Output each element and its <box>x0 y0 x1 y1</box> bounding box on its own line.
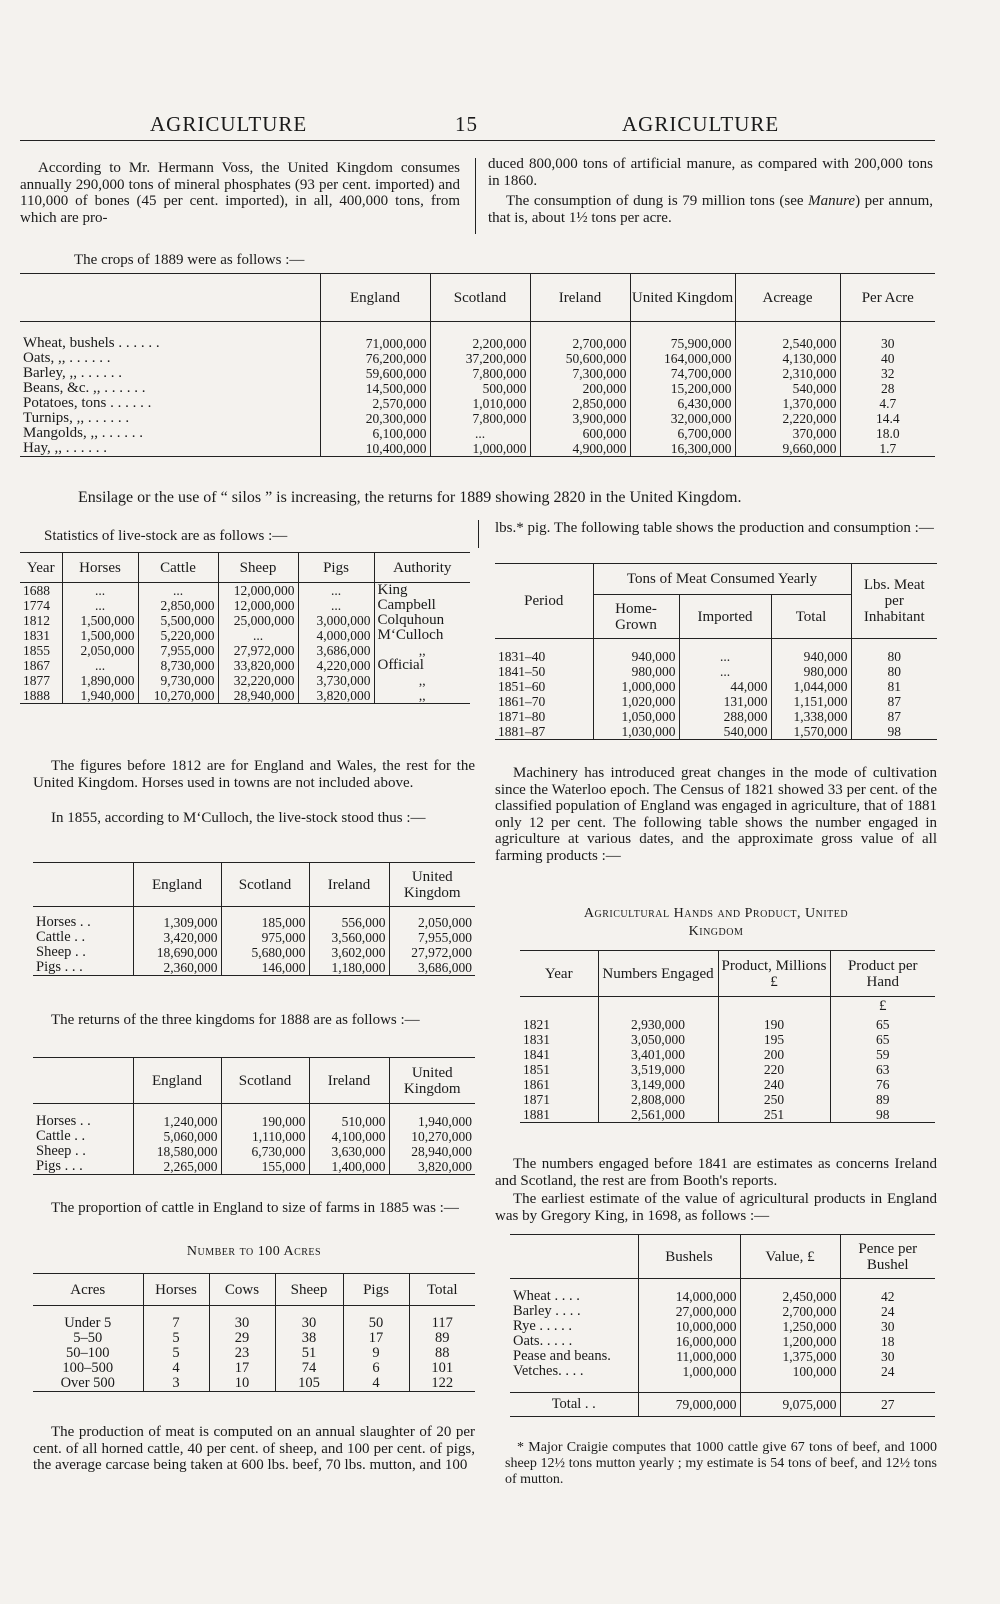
crops-row: Potatoes, tons . . . . . . 2,570,000 1,010,000 2,850,000 6,430,000 1,370,000 4.7 <box>20 396 935 411</box>
figures-note: The figures before 1812 are for England and Wales, the rest for the United Kingdom. Horses used in towns are not included above. <box>33 758 475 791</box>
farms-header-total: Total <box>409 1274 475 1306</box>
livestock-header-authority: Authority <box>374 553 470 583</box>
column-divider <box>475 158 476 234</box>
meat-row: 1851–60 1,000,000 44,000 1,044,000 81 <box>495 679 937 694</box>
mcculloch-intro: In 1855, according to M‘Culloch, the live-stock stood thus :— <box>51 810 426 826</box>
livestock-header-sheep: Sheep <box>218 553 298 583</box>
livestock-row: 1831 1,500,000 5,220,000 ... 4,000,000 M‘Culloch <box>20 628 470 643</box>
crops-header-per-acre: Per Acre <box>840 274 935 322</box>
intro-right-paragraph-1: duced 800,000 tons of artificial manure, as compared with 200,000 tons in 1860. <box>488 156 933 189</box>
stock-1888-row: Horses . . 1,240,000 190,000 510,000 1,940,000 <box>33 1114 475 1129</box>
hands-table <box>520 950 935 1123</box>
crops-row: Turnips, ,, . . . . . . 20,300,000 7,800,000 3,900,000 32,000,000 2,220,000 14.4 <box>20 411 935 426</box>
crops-header-england: England <box>320 274 430 322</box>
hands-header-product: Product, Millions £ <box>718 951 830 997</box>
stock-1855-header-scotland: Scotland <box>221 863 309 907</box>
king-total-row: Total . . 79,000,000 9,075,000 27 <box>510 1393 935 1417</box>
header-rule <box>20 140 935 141</box>
hands-row: 1871 2,808,000 250 89 <box>520 1092 935 1107</box>
returns-intro: The returns of the three kingdoms for 1888 are as follows :— <box>51 1012 420 1028</box>
king-header-value: Value, £ <box>740 1235 840 1279</box>
king-row: Pease and beans. 11,000,000 1,375,000 30 <box>510 1349 935 1364</box>
stock-1888-table <box>33 1057 475 1175</box>
hands-row: 1861 3,149,000 240 76 <box>520 1077 935 1092</box>
stock-1888-header-ireland: Ireland <box>309 1058 389 1104</box>
farms-header-sheep: Sheep <box>275 1274 343 1306</box>
stock-1888-row: Cattle . . 5,060,000 1,110,000 4,100,000 10,270,000 <box>33 1129 475 1144</box>
proportion-intro: The proportion of cattle in England to size of farms in 1885 was :— <box>51 1200 459 1216</box>
king-row: Wheat . . . . 14,000,000 2,450,000 42 <box>510 1289 935 1304</box>
king-header-pence: Pence per Bushel <box>840 1235 935 1279</box>
crops-header-uk: United Kingdom <box>630 274 735 322</box>
stock-1855-row: Horses . . 1,309,000 185,000 556,000 2,050,000 <box>33 915 475 930</box>
meat-header-tons: Tons of Meat Consumed Yearly <box>593 564 851 595</box>
livestock-header-pigs: Pigs <box>298 553 374 583</box>
meat-row: 1871–80 1,050,000 288,000 1,338,000 87 <box>495 709 937 724</box>
farms-row: Under 5 7 30 30 50 117 <box>33 1316 475 1331</box>
crops-header-label <box>20 274 320 322</box>
stock-1888-header-england: England <box>133 1058 221 1104</box>
crops-row: Hay, ,, . . . . . . 10,400,000 1,000,000 4,900,000 16,300,000 9,660,000 1.7 <box>20 441 935 457</box>
farms-row: 5–50 5 29 38 17 89 <box>33 1331 475 1346</box>
stock-1888-row: Sheep . . 18,580,000 6,730,000 3,630,000 28,940,000 <box>33 1144 475 1159</box>
hands-header-year: Year <box>544 965 573 982</box>
king-row: Barley . . . . 27,000,000 2,700,000 24 <box>510 1304 935 1319</box>
farms-row: 50–100 5 23 51 9 88 <box>33 1346 475 1361</box>
king-row: Vetches. . . . 1,000,000 100,000 24 <box>510 1364 935 1379</box>
meat-header-home: Home-Grown <box>593 595 679 639</box>
king-intro: The earliest estimate of the value of agricultural products in England was by Gregory King, in 1698, as follows :— <box>495 1191 937 1224</box>
farms-header-horses: Horses <box>143 1274 209 1306</box>
crops-row: Mangolds, ,, . . . . . . 6,100,000 ... 600,000 6,700,000 370,000 18.0 <box>20 426 935 441</box>
crops-header-scotland: Scotland <box>430 274 530 322</box>
meat-production-paragraph: The production of meat is computed on an annual slaughter of 20 per cent. of all horned cattle, 40 per cent. of sheep, and 100 per cent. of pigs, the average carcase being taken at 600 lbs. beef, 70 lbs. mutton, and 100 <box>33 1424 475 1473</box>
hands-row: 1851 3,519,000 220 63 <box>520 1062 935 1077</box>
meat-row: 1841–50 980,000 ... 980,000 80 <box>495 664 937 679</box>
meat-header-period: Period <box>495 564 593 639</box>
hands-row: 1821 2,930,000 190 65 <box>520 1017 935 1032</box>
running-header-left: AGRICULTURE <box>150 112 308 136</box>
machinery-paragraph: Machinery has introduced great changes in the mode of cultivation since the Waterloo epoch. The Census of 1821 showed 33 per cent. of the classified population of England was engaged in agriculture, that of 1881 only 12 per cent. The following table shows the number engaged in agriculture at various dates, and the approximate gross value of all farming products :— <box>495 765 937 864</box>
farms-caption: Number to 100 Acres <box>186 1244 322 1259</box>
hands-header-per-hand: Product per Hand <box>830 951 935 997</box>
stock-1855-row: Sheep . . 18,690,000 5,680,000 3,602,000 27,972,000 <box>33 945 475 960</box>
crops-row: Beans, &c. ,, . . . . . . 14,500,000 500,000 200,000 15,200,000 540,000 28 <box>20 381 935 396</box>
livestock-header-horses: Horses <box>62 553 138 583</box>
crops-table <box>20 273 935 457</box>
livestock-table <box>20 552 470 704</box>
livestock-row: 1688 ... ... 12,000,000 ... King <box>20 583 470 599</box>
livestock-header-year: Year <box>26 559 55 576</box>
manure-reference: Manure <box>808 193 856 209</box>
meat-table <box>495 563 937 740</box>
pound-sign-unit: £ <box>830 997 935 1017</box>
hands-row: 1841 3,401,000 200 59 <box>520 1047 935 1062</box>
hands-header-numbers: Numbers Engaged <box>598 951 718 997</box>
crops-row: Wheat, bushels . . . . . . 71,000,000 2,200,000 2,700,000 75,900,000 2,540,000 30 <box>20 336 935 351</box>
livestock-intro: Statistics of live-stock are as follows :— <box>44 528 288 544</box>
stock-1855-row: Cattle . . 3,420,000 975,000 3,560,000 7,955,000 <box>33 930 475 945</box>
crops-empty-cell: ... <box>430 426 530 441</box>
crops-intro: The crops of 1889 were as follows :— <box>74 252 305 268</box>
meat-row: 1881–87 1,030,000 540,000 1,570,000 98 <box>495 724 937 740</box>
stock-1855-header-england: England <box>133 863 221 907</box>
meat-continuation: lbs.* pig. The following table shows the production and consumption :— <box>495 520 934 536</box>
farms-row: Over 500 3 10 105 4 122 <box>33 1376 475 1392</box>
column-divider <box>478 520 479 548</box>
meat-row: 1861–70 1,020,000 131,000 1,151,000 87 <box>495 694 937 709</box>
stock-1888-row: Pigs . . . 2,265,000 155,000 1,400,000 3,820,000 <box>33 1159 475 1175</box>
meat-row: 1831–40 940,000 ... 940,000 80 <box>495 649 937 664</box>
livestock-row: 1877 1,890,000 9,730,000 32,220,000 3,730,000 ,, <box>20 673 470 688</box>
livestock-row: 1888 1,940,000 10,270,000 28,940,000 3,820,000 ,, <box>20 688 470 704</box>
livestock-header-cattle: Cattle <box>138 553 218 583</box>
farms-table <box>33 1273 475 1392</box>
stock-1888-header-uk: United Kingdom <box>389 1058 475 1104</box>
crops-header-acreage: Acreage <box>735 274 840 322</box>
crops-row: Barley, ,, . . . . . . 59,600,000 7,800,000 7,300,000 74,700,000 2,310,000 32 <box>20 366 935 381</box>
stock-1855-row: Pigs . . . 2,360,000 146,000 1,180,000 3,686,000 <box>33 960 475 976</box>
livestock-row: 1774 ... 2,850,000 12,000,000 ... Campbell <box>20 598 470 613</box>
stock-1888-header-scotland: Scotland <box>221 1058 309 1104</box>
crops-row: Oats, ,, . . . . . . 76,200,000 37,200,000 50,600,000 164,000,000 4,130,000 40 <box>20 351 935 366</box>
hands-row: 1881 2,561,000 251 98 <box>520 1107 935 1123</box>
farms-row: 100–500 4 17 74 6 101 <box>33 1361 475 1376</box>
intro-left-paragraph: According to Mr. Hermann Voss, the United Kingdom consumes annually 290,000 tons of mineral phosphates (93 per cent. imported) and 110,000 of bones (45 per cent. imported), in all, 400,000 tons, from which are pro- <box>20 160 460 226</box>
stock-1855-header-uk: United Kingdom <box>389 863 475 907</box>
hands-caption-line-2: Kingdom <box>688 924 744 939</box>
meat-header-total: Total <box>771 595 851 639</box>
hands-caption-line-1: Agricultural Hands and Product, United <box>583 906 849 921</box>
king-row: Oats. . . . . 16,000,000 1,200,000 18 <box>510 1334 935 1349</box>
king-table <box>510 1234 935 1417</box>
ensilage-paragraph: Ensilage or the use of “ silos ” is increasing, the returns for 1889 showing 2820 in the United Kingdom. <box>78 489 742 506</box>
page-number: 15 <box>455 112 478 136</box>
livestock-row: 1855 2,050,000 7,955,000 27,972,000 3,686,000 ,, <box>20 643 470 658</box>
king-row: Rye . . . . . 10,000,000 1,250,000 30 <box>510 1319 935 1334</box>
livestock-row: 1867 ... 8,730,000 33,820,000 4,220,000 Official <box>20 658 470 673</box>
farms-header-pigs: Pigs <box>343 1274 409 1306</box>
meat-header-imported: Imported <box>679 595 771 639</box>
farms-header-acres: Acres <box>70 1281 106 1298</box>
livestock-row: 1812 1,500,000 5,500,000 25,000,000 3,000,000 Colquhoun <box>20 613 470 628</box>
stock-1855-table <box>33 862 475 976</box>
numbers-note: The numbers engaged before 1841 are estimates as concerns Ireland and Scotland, the rest are from Booth's reports. <box>495 1156 937 1189</box>
crops-header-ireland: Ireland <box>530 274 630 322</box>
running-header-right: AGRICULTURE <box>622 112 780 136</box>
king-header-bushels: Bushels <box>638 1235 740 1279</box>
intro-right-paragraph-2: The consumption of dung is 79 million tons (see Manure) per annum, that is, about 1½ tons per acre. <box>488 193 933 226</box>
farms-header-cows: Cows <box>209 1274 275 1306</box>
footnote: * Major Craigie computes that 1000 cattle give 67 tons of beef, and 1000 sheep 12½ tons mutton yearly ; my estimate is 54 tons of beef, and 12½ tons of mutton. <box>505 1440 937 1487</box>
meat-header-lbs: Lbs. Meat per Inhabitant <box>851 564 937 639</box>
stock-1855-header-ireland: Ireland <box>309 863 389 907</box>
hands-row: 1831 3,050,000 195 65 <box>520 1032 935 1047</box>
